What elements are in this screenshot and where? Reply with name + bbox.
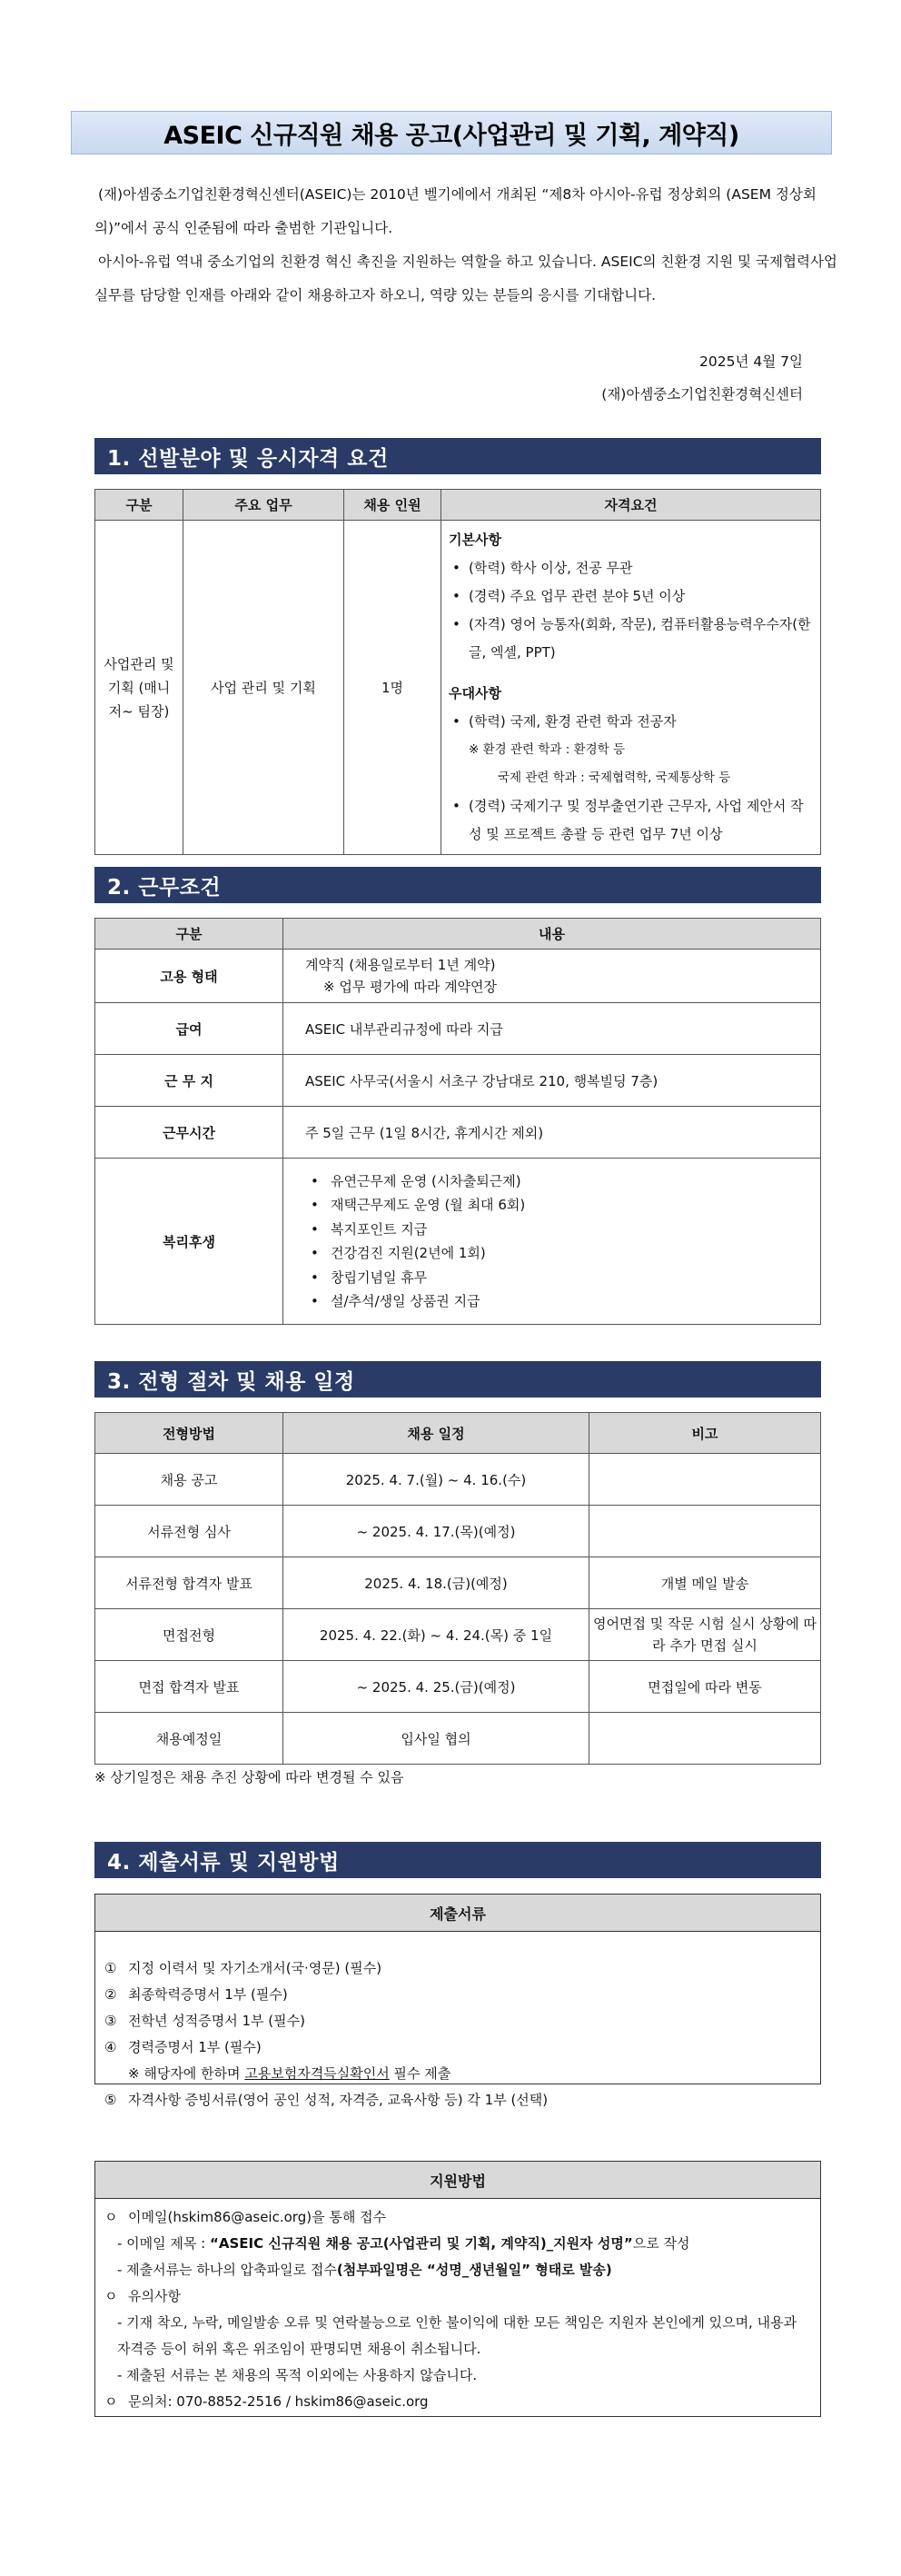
schedule-note [589,1713,821,1765]
welfare-list [283,1159,821,1325]
list-item: • (경력) 주요 업무 관련 분야 5년 이상 [449,582,813,611]
condition-label: 급여 [95,1003,283,1055]
condition-note: ※ 업무 평가에 따라 계약연장 [323,979,498,995]
application-title: 지원방법 [95,2162,820,2199]
table-row [95,1609,821,1661]
schedule-date: ~ 2025. 4. 17.(목)(예정) [283,1506,589,1557]
schedule-note [589,1506,821,1557]
basic-list [449,554,813,667]
posting-date: 2025년 4월 7일 [699,353,803,370]
table-row [95,1454,821,1506]
application-details [95,2199,820,2415]
list-item [104,2034,820,2061]
item-text: 자격사항 증빙서류(영어 공인 성적, 자격증, 교육사항 등) 각 1부 (선택) [128,2092,549,2108]
schedule-date: ~ 2025. 4. 25.(금)(예정) [283,1661,589,1713]
list-item: • 설/추석/생일 상품권 지급 [305,1289,820,1314]
schedule-date: 2025. 4. 22.(화) ~ 4. 24.(목) 중 1일 [283,1609,589,1661]
table-row [95,1661,821,1713]
item-number: ① [104,1960,117,1976]
condition-text: 계약직 (채용일로부터 1년 계약) [305,957,496,973]
schedule-method: 채용예정일 [95,1713,283,1765]
intro [94,178,841,313]
condition-label: 고용 형태 [95,950,283,1003]
table-header: 전형방법 [95,1413,283,1454]
schedule-footnote: ※ 상기일정은 채용 추진 상황에 따라 변경될 수 있음 [94,1769,404,1785]
list-item: • (학력) 학사 이상, 전공 무관 [449,554,813,582]
list-item [104,2087,820,2114]
position-category: 사업관리 및 기획 (매니저~ 팀장) [95,521,183,855]
list-item: • 재택근무제도 운영 (월 최대 6회) [305,1193,820,1218]
text: - 이메일 제목 : [117,2235,210,2252]
condition-value: ASEIC 내부관리규정에 따라 지급 [283,1003,821,1055]
item-text: 최종학력증명서 1부 (필수) [128,1986,288,2003]
item-text: 지정 이력서 및 자기소개서(국·영문) (필수) [128,1960,382,1976]
list-item [104,2204,813,2231]
email-subject [104,2231,813,2257]
list-item [104,1982,820,2008]
table-header: 자격요건 [441,490,821,521]
eligibility-table [94,489,821,855]
list-item: • 유연근무제 운영 (시차출퇴근제) [305,1169,820,1194]
item-number: ③ [104,2013,117,2029]
list-item [104,2389,813,2415]
basic-title: 기본사항 [449,532,501,548]
preferred-list [449,708,813,736]
file-instruction [104,2257,813,2283]
section3-heading: 3. 전형 절차 및 채용 일정 [94,1361,821,1397]
contact-info: 문의처: 070-8852-2516 / hskim86@aseic.org [128,2393,429,2410]
note-underlined: 고용보험자격득실확인서 [244,2065,390,2082]
schedule-date: 입사일 협의 [283,1713,589,1765]
schedule-method: 면접 합격자 발표 [95,1661,283,1713]
document-note [104,2061,820,2087]
organization-name: (재)아셈중소기업친환경혁신센터 [601,386,803,403]
table-header: 채용 인원 [344,490,441,521]
intro-paragraph-2: 아시아-유럽 역내 중소기업의 친환경 혁신 촉진을 지원하는 역할을 하고 있습니다. ASEIC의 친환경 지원 및 국제협력사업 실무를 담당할 인재를 아래와 같이 채용하고자 하오니, 역량 있는 분들의 응시를 기대합니다. [94,254,837,303]
documents-list [95,1932,820,2114]
schedule-date: 2025. 4. 7.(월) ~ 4. 16.(수) [283,1454,589,1506]
schedule-method: 서류전형 합격자 발표 [95,1557,283,1609]
text-bold: (첨부파일명은 “성명_생년월일” 형태로 발송) [336,2262,612,2278]
position-count: 1명 [344,521,441,855]
bullet: ㅇ [104,2209,118,2225]
email-line: 이메일(hskim86@aseic.org)을 통해 접수 [128,2209,387,2225]
list-item: • (학력) 국제, 환경 관련 학과 전공자 [449,708,813,736]
list-item: • (경력) 국제기구 및 정부출연기관 근무자, 사업 제안서 작성 및 프로젝트 총괄 등 관련 업무 7년 이상 [449,792,813,849]
section4-heading: 4. 제출서류 및 지원방법 [94,1842,821,1878]
caution-text: - 제출된 서류는 본 채용의 목적 이외에는 사용하지 않습니다. [117,2367,478,2383]
table-header: 비고 [589,1413,821,1454]
list-item: • 복지포인트 지급 [305,1218,820,1242]
note-text: 필수 제출 [389,2065,451,2082]
schedule-method: 면접전형 [95,1609,283,1661]
schedule-table [94,1412,821,1765]
table-header: 채용 일정 [283,1413,589,1454]
table-row [95,1557,821,1609]
section2-heading: 2. 근무조건 [94,867,821,903]
preferred-title: 우대사항 [449,685,501,701]
text: 으로 작성 [632,2235,690,2252]
documents-box [94,1894,821,2108]
preferred-note: ※ 환경 관련 학과 : 환경학 등 [469,742,626,757]
application-box [94,2161,821,2417]
documents-title: 제출서류 [95,1895,820,1932]
schedule-date: 2025. 4. 18.(금)(예정) [283,1557,589,1609]
section1-heading: 1. 선발분야 및 응시자격 요건 [94,438,821,474]
table-header: 구분 [95,919,283,950]
schedule-note: 면접일에 따라 변동 [589,1661,821,1713]
item-text: 경력증명서 1부 (필수) [128,2039,262,2055]
intro-paragraph-1: (재)아셈중소기업친환경혁신센터(ASEIC)는 2010년 벨기에에서 개최된 “제8차 아시아-유럽 정상회의 (ASEM 정상회의)”에서 공식 인준됨에 따라 출범한 기관입니다. [94,186,817,236]
list-item [104,2008,820,2034]
note-text: ※ 해당자에 한하며 [128,2065,245,2082]
list-item: • (자격) 영어 능통자(회화, 작문), 컴퓨터활용능력우수자(한글, 엑셀, PPT) [449,611,813,667]
list-item: • 창립기념일 휴무 [305,1266,820,1290]
qualifications [441,521,821,855]
item-number: ⑤ [104,2092,117,2108]
bullet: ㅇ [104,2393,118,2410]
table-row [95,1713,821,1765]
item-number: ④ [104,2039,117,2055]
list-item [104,1955,820,1982]
work-conditions-table [94,918,821,1325]
text: - 제출서류는 하나의 압축파일로 접수 [117,2262,337,2278]
item-number: ② [104,1986,117,2003]
table-header: 구분 [95,490,183,521]
caution-text: - 기재 착오, 누락, 메일발송 오류 및 연락불능으로 인한 불이익에 대한 모든 책임은 지원자 본인에게 있으며, 내용과 자격증 등이 허위 혹은 위조임이 판명되면 채용이 취소됩니다. [117,2314,797,2357]
position-duty: 사업 관리 및 기획 [183,521,344,855]
caution-title: 유의사항 [128,2288,181,2304]
text-bold: “ASEIC 신규직원 채용 공고(사업관리 및 기획, 계약직)_지원자 성명” [210,2235,633,2252]
item-text: 전학년 성적증명서 1부 (필수) [128,2013,305,2029]
condition-label: 근무시간 [95,1107,283,1159]
bullet: ㅇ [104,2288,118,2304]
condition-label: 근 무 지 [95,1055,283,1107]
schedule-note: 영어면접 및 작문 시험 실시 상황에 따라 추가 면접 실시 [589,1609,821,1661]
preferred-list-2 [449,792,813,849]
condition-value [283,950,821,1003]
schedule-note [589,1454,821,1506]
table-row [95,1506,821,1557]
list-item [104,2283,813,2310]
list-item: • 건강검진 지원(2년에 1회) [305,1241,820,1266]
schedule-method: 서류전형 심사 [95,1506,283,1557]
condition-value: ASEIC 사무국(서울시 서초구 강남대로 210, 행복빌딩 7층) [283,1055,821,1107]
welfare-label: 복리후생 [95,1159,283,1325]
page-title: ASEIC 신규직원 채용 공고(사업관리 및 기획, 계약직) [71,111,832,154]
table-header: 주요 업무 [183,490,344,521]
schedule-method: 채용 공고 [95,1454,283,1506]
table-header: 내용 [283,919,821,950]
condition-value: 주 5일 근무 (1일 8시간, 휴게시간 제외) [283,1107,821,1159]
schedule-note: 개별 메일 발송 [589,1557,821,1609]
preferred-note: 국제 관련 학과 : 국제협력학, 국제통상학 등 [498,771,731,785]
